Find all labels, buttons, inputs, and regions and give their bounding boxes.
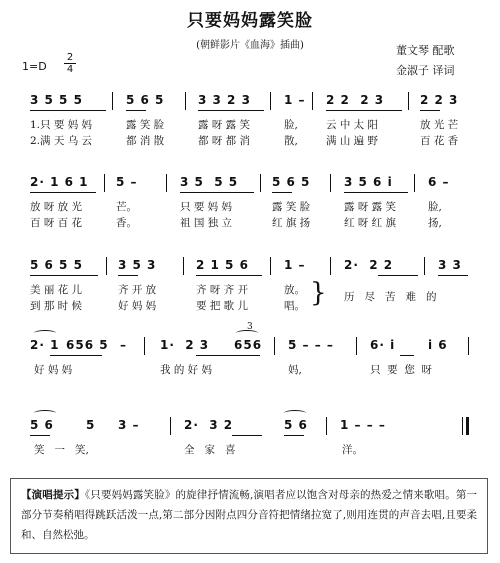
lyric-line: 好 妈 妈 bbox=[34, 364, 73, 376]
lyric-verse-2: 唱。 bbox=[284, 300, 305, 312]
lyric-verse-1: 露 呀 露 笑 bbox=[344, 201, 397, 213]
barline bbox=[424, 257, 425, 275]
beam-line bbox=[272, 192, 292, 193]
lyric-verse-2: 扬, bbox=[428, 217, 442, 229]
barline bbox=[183, 257, 184, 275]
barline bbox=[104, 174, 105, 192]
lyric-verse-1: 脸, bbox=[284, 119, 298, 131]
time-denominator: 4 bbox=[66, 64, 74, 75]
slur-mark bbox=[284, 410, 306, 416]
measure-notes: 2 1 5 6 bbox=[196, 258, 249, 272]
lyric-verse-2: 香。 bbox=[116, 217, 137, 229]
barline bbox=[260, 174, 261, 192]
beam-line bbox=[30, 192, 96, 193]
lyric-verse-2: 满 山 遍 野 bbox=[326, 135, 379, 147]
measure-notes: 3 5 5 5 bbox=[30, 93, 83, 107]
barline bbox=[408, 92, 409, 110]
beam-line bbox=[198, 110, 264, 111]
measure-notes: 1 – bbox=[284, 258, 306, 272]
measure-notes: 3 – bbox=[118, 418, 140, 432]
measure-notes: i 6 bbox=[428, 338, 448, 352]
barline bbox=[270, 257, 271, 275]
lyric-verse-2: 百 呀 百 花 bbox=[30, 217, 83, 229]
barline bbox=[326, 417, 327, 435]
beam-line bbox=[344, 192, 408, 193]
measure-notes: 5 6 5 5 bbox=[30, 258, 83, 272]
measure-notes: 2· 1 bbox=[30, 338, 60, 352]
measure-notes: 656 bbox=[234, 338, 263, 352]
tips-text: 《只要妈妈露笑脸》的旋律抒情流畅,演唱者应以饱含对母亲的热爱之情来歌唱。第一部分节奏稍唱得跳跃活泼一点,第二部分因附点四分音符把情绪拉宽了,则用连贯的声音去唱,且要柔和、自然松弛。 bbox=[21, 489, 478, 541]
measure-notes: 656 5 bbox=[66, 338, 109, 352]
lyric-verse-1: 露 呀 露 笑 bbox=[198, 119, 251, 131]
beam-line bbox=[118, 275, 138, 276]
translator-credit: 金淑子 译词 bbox=[396, 64, 455, 77]
beam-line bbox=[30, 435, 50, 436]
song-subtitle: (朝鲜影片《血海》插曲) bbox=[196, 40, 304, 51]
slur-mark bbox=[34, 410, 56, 416]
triplet-number: 3 bbox=[247, 322, 253, 332]
measure-notes: 6· i bbox=[370, 338, 396, 352]
lyric-verse-2: 要 把 歌 儿 bbox=[196, 300, 249, 312]
slur-mark bbox=[34, 330, 56, 336]
measure-notes: 5 – – – bbox=[288, 338, 334, 352]
singing-tips-box bbox=[10, 478, 488, 554]
lyric-verse-1: 放。 bbox=[284, 284, 305, 296]
beam-line bbox=[438, 275, 468, 276]
beam-line bbox=[326, 110, 402, 111]
lyric-line: 笑 一 笑, bbox=[34, 444, 89, 456]
measure-notes: 3 3 bbox=[438, 258, 462, 272]
lyric-verse-1: 齐 呀 齐 开 bbox=[196, 284, 249, 296]
lyric-line: 洋。 bbox=[342, 444, 363, 456]
barline bbox=[144, 337, 145, 355]
measure-notes: 5 6 bbox=[284, 418, 308, 432]
lyric-line: 我 的 好 妈 bbox=[160, 364, 213, 376]
barline bbox=[312, 92, 313, 110]
barline bbox=[274, 337, 275, 355]
measure-notes: 5 – bbox=[116, 175, 138, 189]
lyric-verse-2: 都 消 散 bbox=[126, 135, 165, 147]
beam-line bbox=[196, 355, 260, 356]
lyric-verse-2: 红 旗 扬 bbox=[272, 217, 311, 229]
lyric-verse-1: 脸, bbox=[428, 201, 442, 213]
measure-notes: 3 5 6 i bbox=[344, 175, 393, 189]
key-label: 1=D bbox=[22, 60, 47, 73]
lyric-line: 只 要 您 呀 bbox=[370, 364, 433, 376]
beam-line bbox=[30, 275, 98, 276]
measure-notes: – bbox=[120, 338, 127, 352]
measure-notes: 2 2 3 bbox=[420, 93, 459, 107]
lyric-verse-1: 芒。 bbox=[116, 201, 137, 213]
measure-notes: 2· 2 2 bbox=[344, 258, 394, 272]
measure-notes: 1· 2 3 bbox=[160, 338, 210, 352]
barline bbox=[185, 92, 186, 110]
beam-line bbox=[232, 435, 262, 436]
lyric-verse-1: 云 中 太 阳 bbox=[326, 119, 379, 131]
tips-label: 【演唱提示】 bbox=[21, 489, 85, 501]
measure-notes: 5 6 5 bbox=[126, 93, 165, 107]
barline bbox=[170, 417, 171, 435]
barline bbox=[414, 174, 415, 192]
barline bbox=[330, 174, 331, 192]
lyric-verse-1: 美 丽 花 儿 bbox=[30, 284, 83, 296]
measure-notes: 2 2 2 3 bbox=[326, 93, 385, 107]
lyric-line: 妈, bbox=[288, 364, 302, 376]
barline bbox=[462, 417, 463, 435]
lyric-verse-1: 放 呀 放 光 bbox=[30, 201, 83, 213]
barline bbox=[270, 92, 271, 110]
verse-brace: } bbox=[310, 278, 327, 308]
barline bbox=[356, 337, 357, 355]
beam-line bbox=[284, 435, 304, 436]
lyric-verse-1: 露 笑 脸 bbox=[126, 119, 165, 131]
beam-line bbox=[50, 355, 102, 356]
lyric-verse-1: 露 笑 脸 bbox=[272, 201, 311, 213]
lyric-verse-2: 都 呀 都 消 bbox=[198, 135, 251, 147]
lyric-common: 历 尽 苦 难 的 bbox=[344, 291, 437, 303]
time-numerator: 2 bbox=[64, 52, 76, 64]
lyric-verse-2: 散, bbox=[284, 135, 298, 147]
lyric-verse-1: 放 光 芒 bbox=[420, 119, 459, 131]
measure-notes: 5 6 bbox=[30, 418, 54, 432]
measure-notes: 6 – bbox=[428, 175, 450, 189]
barline bbox=[166, 174, 167, 192]
measure-notes: 3 5 3 bbox=[118, 258, 157, 272]
lyric-verse-1: 只 要 妈 妈 bbox=[180, 201, 233, 213]
lyric-verse-2: 红 呀 红 旗 bbox=[344, 217, 397, 229]
barline bbox=[330, 257, 331, 275]
lyric-verse-2: 百 花 香 bbox=[420, 135, 459, 147]
lyric-verse-2: 祖 国 独 立 bbox=[180, 217, 233, 229]
lyric-verse-2: 到 那 时 候 bbox=[30, 300, 83, 312]
barline bbox=[106, 257, 107, 275]
measure-notes: 3 3 2 3 bbox=[198, 93, 251, 107]
barline bbox=[112, 92, 113, 110]
final-barline bbox=[466, 417, 469, 435]
measure-notes: 5 bbox=[86, 418, 96, 432]
beam-line bbox=[400, 355, 414, 356]
beam-line bbox=[30, 110, 106, 111]
measure-notes: 1 – bbox=[284, 93, 306, 107]
key-signature bbox=[22, 52, 74, 75]
lyric-verse-1: 1.只 要 妈 妈 bbox=[30, 119, 93, 131]
beam-line bbox=[180, 192, 254, 193]
beam-line bbox=[196, 275, 262, 276]
lyric-verse-2: 好 妈 妈 bbox=[118, 300, 157, 312]
measure-notes: 1 – – – bbox=[340, 418, 386, 432]
lyric-verse-1: 齐 开 放 bbox=[118, 284, 157, 296]
measure-notes: 3 5 5 5 bbox=[180, 175, 239, 189]
measure-notes: 2· 3 2 bbox=[184, 418, 234, 432]
lyric-line: 全 家 喜 bbox=[184, 444, 236, 456]
barline bbox=[468, 337, 469, 355]
time-signature bbox=[64, 52, 76, 75]
measure-notes: 2· 1 6 1 bbox=[30, 175, 89, 189]
composer-credit: 董文琴 配歌 bbox=[396, 44, 455, 57]
measure-notes: 5 6 5 bbox=[272, 175, 311, 189]
beam-line bbox=[420, 110, 440, 111]
beam-line bbox=[126, 110, 146, 111]
lyric-verse-2: 2.满 天 乌 云 bbox=[30, 135, 93, 147]
beam-line bbox=[378, 275, 418, 276]
song-title: 只要妈妈露笑脸 bbox=[187, 11, 313, 31]
